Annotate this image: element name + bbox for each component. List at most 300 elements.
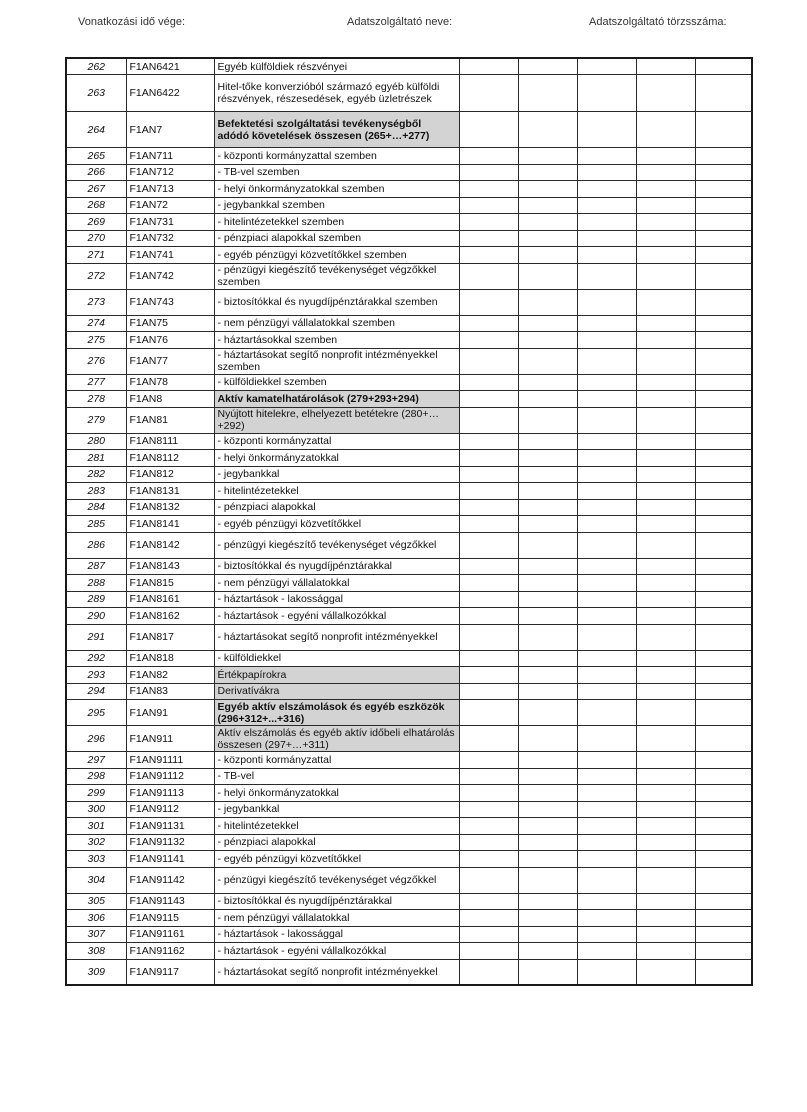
value-cell[interactable] [518,558,577,575]
value-cell[interactable] [459,58,518,75]
value-cell[interactable] [636,726,695,752]
table-row [66,785,752,802]
value-cell[interactable] [459,466,518,483]
row-number: 279 [66,407,126,433]
value-cell[interactable] [518,289,577,315]
row-description: - pénzügyi kiegészítő tevékenységet végzőkkel [214,532,459,558]
table-row [66,624,752,650]
value-cell[interactable] [459,148,518,165]
value-cell[interactable] [459,315,518,332]
row-description: - jegybankkal szemben [214,197,459,214]
value-cell[interactable] [577,230,636,247]
value-cell[interactable] [577,683,636,700]
table-body [66,58,752,985]
value-cell[interactable] [577,247,636,264]
value-cell[interactable] [577,591,636,608]
value-cell[interactable] [459,910,518,927]
value-cell[interactable] [518,332,577,349]
value-cell[interactable] [459,834,518,851]
row-description: - egyéb pénzügyi közvetítőkkel [214,851,459,868]
value-cell[interactable] [518,959,577,985]
value-cell[interactable] [695,683,752,700]
row-description: - háztartásokkal szemben [214,332,459,349]
value-cell[interactable] [577,499,636,516]
value-cell[interactable] [577,818,636,835]
value-cell[interactable] [695,851,752,868]
value-cell[interactable] [636,558,695,575]
value-cell[interactable] [459,289,518,315]
value-cell[interactable] [695,867,752,893]
value-cell[interactable] [577,148,636,165]
value-cell[interactable] [636,332,695,349]
value-cell[interactable] [695,214,752,231]
value-cell[interactable] [695,608,752,625]
value-cell[interactable] [636,818,695,835]
value-cell[interactable] [459,374,518,391]
value-cell[interactable] [695,348,752,374]
value-cell[interactable] [577,164,636,181]
value-cell[interactable] [459,532,518,558]
value-cell[interactable] [577,181,636,198]
value-cell[interactable] [577,75,636,112]
table-row [66,532,752,558]
row-number: 275 [66,332,126,349]
value-cell[interactable] [459,348,518,374]
value-cell[interactable] [695,893,752,910]
value-cell[interactable] [695,197,752,214]
value-cell[interactable] [695,726,752,752]
value-cell[interactable] [636,959,695,985]
table-row [66,834,752,851]
value-cell[interactable] [577,785,636,802]
value-cell[interactable] [577,650,636,667]
row-number: 293 [66,667,126,684]
value-cell[interactable] [695,752,752,769]
row-code: F1AN818 [126,650,214,667]
value-cell[interactable] [518,374,577,391]
value-cell[interactable] [518,499,577,516]
value-cell[interactable] [636,58,695,75]
value-cell[interactable] [577,391,636,408]
value-cell[interactable] [459,391,518,408]
row-code: F1AN91111 [126,752,214,769]
value-cell[interactable] [518,943,577,960]
value-cell[interactable] [636,315,695,332]
value-cell[interactable] [459,700,518,726]
value-cell[interactable] [695,834,752,851]
value-cell[interactable] [518,483,577,500]
value-cell[interactable] [518,197,577,214]
value-cell[interactable] [695,558,752,575]
value-cell[interactable] [577,943,636,960]
row-code: F1AN91113 [126,785,214,802]
row-code: F1AN8132 [126,499,214,516]
value-cell[interactable] [636,516,695,533]
value-cell[interactable] [636,483,695,500]
value-cell[interactable] [459,483,518,500]
value-cell[interactable] [459,768,518,785]
value-cell[interactable] [695,263,752,289]
value-cell[interactable] [695,575,752,592]
value-cell[interactable] [518,726,577,752]
value-cell[interactable] [459,867,518,893]
row-code: F1AN7 [126,112,214,148]
value-cell[interactable] [636,374,695,391]
value-cell[interactable] [695,391,752,408]
value-cell[interactable] [695,700,752,726]
value-cell[interactable] [636,867,695,893]
value-cell[interactable] [518,834,577,851]
value-cell[interactable] [636,624,695,650]
value-cell[interactable] [577,197,636,214]
value-cell[interactable] [636,893,695,910]
row-number: 269 [66,214,126,231]
value-cell[interactable] [518,214,577,231]
value-cell[interactable] [459,230,518,247]
row-code: F1AN9112 [126,801,214,818]
value-cell[interactable] [636,752,695,769]
value-cell[interactable] [695,148,752,165]
value-cell[interactable] [459,624,518,650]
row-number: 296 [66,726,126,752]
value-cell[interactable] [459,407,518,433]
value-cell[interactable] [518,263,577,289]
value-cell[interactable] [695,959,752,985]
value-cell[interactable] [695,75,752,112]
value-cell[interactable] [577,407,636,433]
value-cell[interactable] [636,943,695,960]
value-cell[interactable] [577,112,636,148]
value-cell[interactable] [636,926,695,943]
row-description: - pénzügyi kiegészítő tevékenységet végzőkkel szemben [214,263,459,289]
row-code: F1AN91112 [126,768,214,785]
value-cell[interactable] [577,289,636,315]
value-cell[interactable] [636,768,695,785]
row-description: - nem pénzügyi vállalatokkal [214,910,459,927]
value-cell[interactable] [459,591,518,608]
value-cell[interactable] [518,867,577,893]
value-cell[interactable] [695,315,752,332]
value-cell[interactable] [636,667,695,684]
table-row [66,407,752,433]
value-cell[interactable] [636,230,695,247]
value-cell[interactable] [636,532,695,558]
row-number: 280 [66,433,126,450]
row-description: - központi kormányzattal szemben [214,148,459,165]
value-cell[interactable] [459,75,518,112]
value-cell[interactable] [459,332,518,349]
value-cell[interactable] [518,700,577,726]
value-cell[interactable] [577,752,636,769]
value-cell[interactable] [518,926,577,943]
row-number: 291 [66,624,126,650]
value-cell[interactable] [518,893,577,910]
value-cell[interactable] [518,785,577,802]
row-description: - háztartások - lakossággal [214,591,459,608]
value-cell[interactable] [577,801,636,818]
value-cell[interactable] [518,608,577,625]
value-cell[interactable] [459,683,518,700]
value-cell[interactable] [636,407,695,433]
value-cell[interactable] [518,58,577,75]
value-cell[interactable] [577,58,636,75]
value-cell[interactable] [518,575,577,592]
row-description: - központi kormányzattal [214,752,459,769]
value-cell[interactable] [695,58,752,75]
value-cell[interactable] [695,818,752,835]
value-cell[interactable] [695,499,752,516]
row-description: - külföldiekkel [214,650,459,667]
value-cell[interactable] [577,851,636,868]
value-cell[interactable] [518,407,577,433]
row-description: - egyéb pénzügyi közvetítőkkel szemben [214,247,459,264]
value-cell[interactable] [577,483,636,500]
value-cell[interactable] [577,433,636,450]
value-cell[interactable] [459,499,518,516]
value-cell[interactable] [577,926,636,943]
value-cell[interactable] [518,752,577,769]
value-cell[interactable] [636,148,695,165]
value-cell[interactable] [695,667,752,684]
value-cell[interactable] [636,575,695,592]
value-cell[interactable] [695,332,752,349]
value-cell[interactable] [695,624,752,650]
value-cell[interactable] [459,214,518,231]
row-code: F1AN91141 [126,851,214,868]
value-cell[interactable] [577,263,636,289]
value-cell[interactable] [459,558,518,575]
value-cell[interactable] [459,433,518,450]
value-cell[interactable] [459,263,518,289]
value-cell[interactable] [695,112,752,148]
value-cell[interactable] [459,851,518,868]
value-cell[interactable] [577,214,636,231]
value-cell[interactable] [518,683,577,700]
row-description: Egyéb külföldiek részvényei [214,58,459,75]
value-cell[interactable] [577,624,636,650]
value-cell[interactable] [518,433,577,450]
table-row [66,867,752,893]
row-code: F1AN91 [126,700,214,726]
value-cell[interactable] [518,532,577,558]
row-description: - TB-vel [214,768,459,785]
value-cell[interactable] [577,575,636,592]
value-cell[interactable] [695,289,752,315]
table-row [66,650,752,667]
value-cell[interactable] [518,164,577,181]
value-cell[interactable] [577,608,636,625]
value-cell[interactable] [636,910,695,927]
value-cell[interactable] [459,650,518,667]
value-cell[interactable] [695,466,752,483]
value-cell[interactable] [518,247,577,264]
row-code: F1AN91132 [126,834,214,851]
value-cell[interactable] [695,801,752,818]
value-cell[interactable] [636,608,695,625]
value-cell[interactable] [636,348,695,374]
value-cell[interactable] [636,197,695,214]
value-cell[interactable] [518,667,577,684]
value-cell[interactable] [577,768,636,785]
value-cell[interactable] [518,148,577,165]
row-code: F1AN713 [126,181,214,198]
value-cell[interactable] [518,801,577,818]
table-row [66,332,752,349]
value-cell[interactable] [459,818,518,835]
value-cell[interactable] [577,315,636,332]
value-cell[interactable] [695,164,752,181]
row-description: - háztartások - lakossággal [214,926,459,943]
value-cell[interactable] [695,483,752,500]
value-cell[interactable] [636,851,695,868]
value-cell[interactable] [695,650,752,667]
value-cell[interactable] [459,247,518,264]
value-cell[interactable] [636,433,695,450]
value-cell[interactable] [518,910,577,927]
value-cell[interactable] [695,247,752,264]
value-cell[interactable] [577,959,636,985]
row-number: 282 [66,466,126,483]
value-cell[interactable] [459,667,518,684]
value-cell[interactable] [695,943,752,960]
value-cell[interactable] [636,834,695,851]
value-cell[interactable] [636,391,695,408]
value-cell[interactable] [636,650,695,667]
value-cell[interactable] [518,75,577,112]
value-cell[interactable] [636,785,695,802]
value-cell[interactable] [695,230,752,247]
value-cell[interactable] [577,667,636,684]
value-cell[interactable] [459,726,518,752]
value-cell[interactable] [636,263,695,289]
row-number: 267 [66,181,126,198]
value-cell[interactable] [636,801,695,818]
value-cell[interactable] [577,466,636,483]
value-cell[interactable] [459,785,518,802]
value-cell[interactable] [577,516,636,533]
value-cell[interactable] [518,181,577,198]
row-number: 283 [66,483,126,500]
value-cell[interactable] [577,374,636,391]
row-number: 289 [66,591,126,608]
value-cell[interactable] [518,768,577,785]
row-description: - hitelintézetekkel [214,483,459,500]
value-cell[interactable] [695,768,752,785]
value-cell[interactable] [577,867,636,893]
value-cell[interactable] [518,516,577,533]
value-cell[interactable] [636,466,695,483]
value-cell[interactable] [695,910,752,927]
value-cell[interactable] [459,516,518,533]
value-cell[interactable] [636,591,695,608]
row-code: F1AN711 [126,148,214,165]
row-code: F1AN83 [126,683,214,700]
value-cell[interactable] [577,726,636,752]
value-cell[interactable] [636,683,695,700]
value-cell[interactable] [636,75,695,112]
value-cell[interactable] [577,910,636,927]
value-cell[interactable] [518,348,577,374]
value-cell[interactable] [695,785,752,802]
value-cell[interactable] [636,700,695,726]
value-cell[interactable] [695,433,752,450]
value-cell[interactable] [518,818,577,835]
value-cell[interactable] [636,289,695,315]
value-cell[interactable] [459,893,518,910]
value-cell[interactable] [518,391,577,408]
value-cell[interactable] [518,591,577,608]
value-cell[interactable] [695,926,752,943]
row-description: - egyéb pénzügyi közvetítőkkel [214,516,459,533]
value-cell[interactable] [459,752,518,769]
value-cell[interactable] [459,959,518,985]
value-cell[interactable] [695,407,752,433]
value-cell[interactable] [518,851,577,868]
value-cell[interactable] [577,532,636,558]
value-cell[interactable] [459,943,518,960]
value-cell[interactable] [695,516,752,533]
value-cell[interactable] [636,164,695,181]
row-number: 266 [66,164,126,181]
value-cell[interactable] [695,374,752,391]
value-cell[interactable] [459,450,518,467]
value-cell[interactable] [518,650,577,667]
row-code: F1AN81 [126,407,214,433]
value-cell[interactable] [695,181,752,198]
row-number: 264 [66,112,126,148]
value-cell[interactable] [518,466,577,483]
value-cell[interactable] [518,624,577,650]
value-cell[interactable] [577,893,636,910]
row-number: 304 [66,867,126,893]
row-code: F1AN77 [126,348,214,374]
row-number: 265 [66,148,126,165]
value-cell[interactable] [577,834,636,851]
value-cell[interactable] [577,450,636,467]
value-cell[interactable] [695,591,752,608]
value-cell[interactable] [636,112,695,148]
value-cell[interactable] [459,164,518,181]
value-cell[interactable] [577,558,636,575]
value-cell[interactable] [636,450,695,467]
value-cell[interactable] [577,348,636,374]
row-number: 295 [66,700,126,726]
value-cell[interactable] [577,332,636,349]
value-cell[interactable] [695,532,752,558]
value-cell[interactable] [459,801,518,818]
row-code: F1AN91162 [126,943,214,960]
value-cell[interactable] [459,608,518,625]
value-cell[interactable] [459,181,518,198]
value-cell[interactable] [518,112,577,148]
value-cell[interactable] [459,926,518,943]
value-cell[interactable] [636,214,695,231]
value-cell[interactable] [695,450,752,467]
value-cell[interactable] [636,499,695,516]
value-cell[interactable] [459,575,518,592]
provider-id-label: Adatszolgáltató törzsszáma: [589,16,727,28]
value-cell[interactable] [518,315,577,332]
value-cell[interactable] [636,247,695,264]
value-cell[interactable] [636,181,695,198]
row-number: 306 [66,910,126,927]
value-cell[interactable] [518,450,577,467]
value-cell[interactable] [577,700,636,726]
table-row [66,315,752,332]
value-cell[interactable] [518,230,577,247]
value-cell[interactable] [459,197,518,214]
value-cell[interactable] [459,112,518,148]
